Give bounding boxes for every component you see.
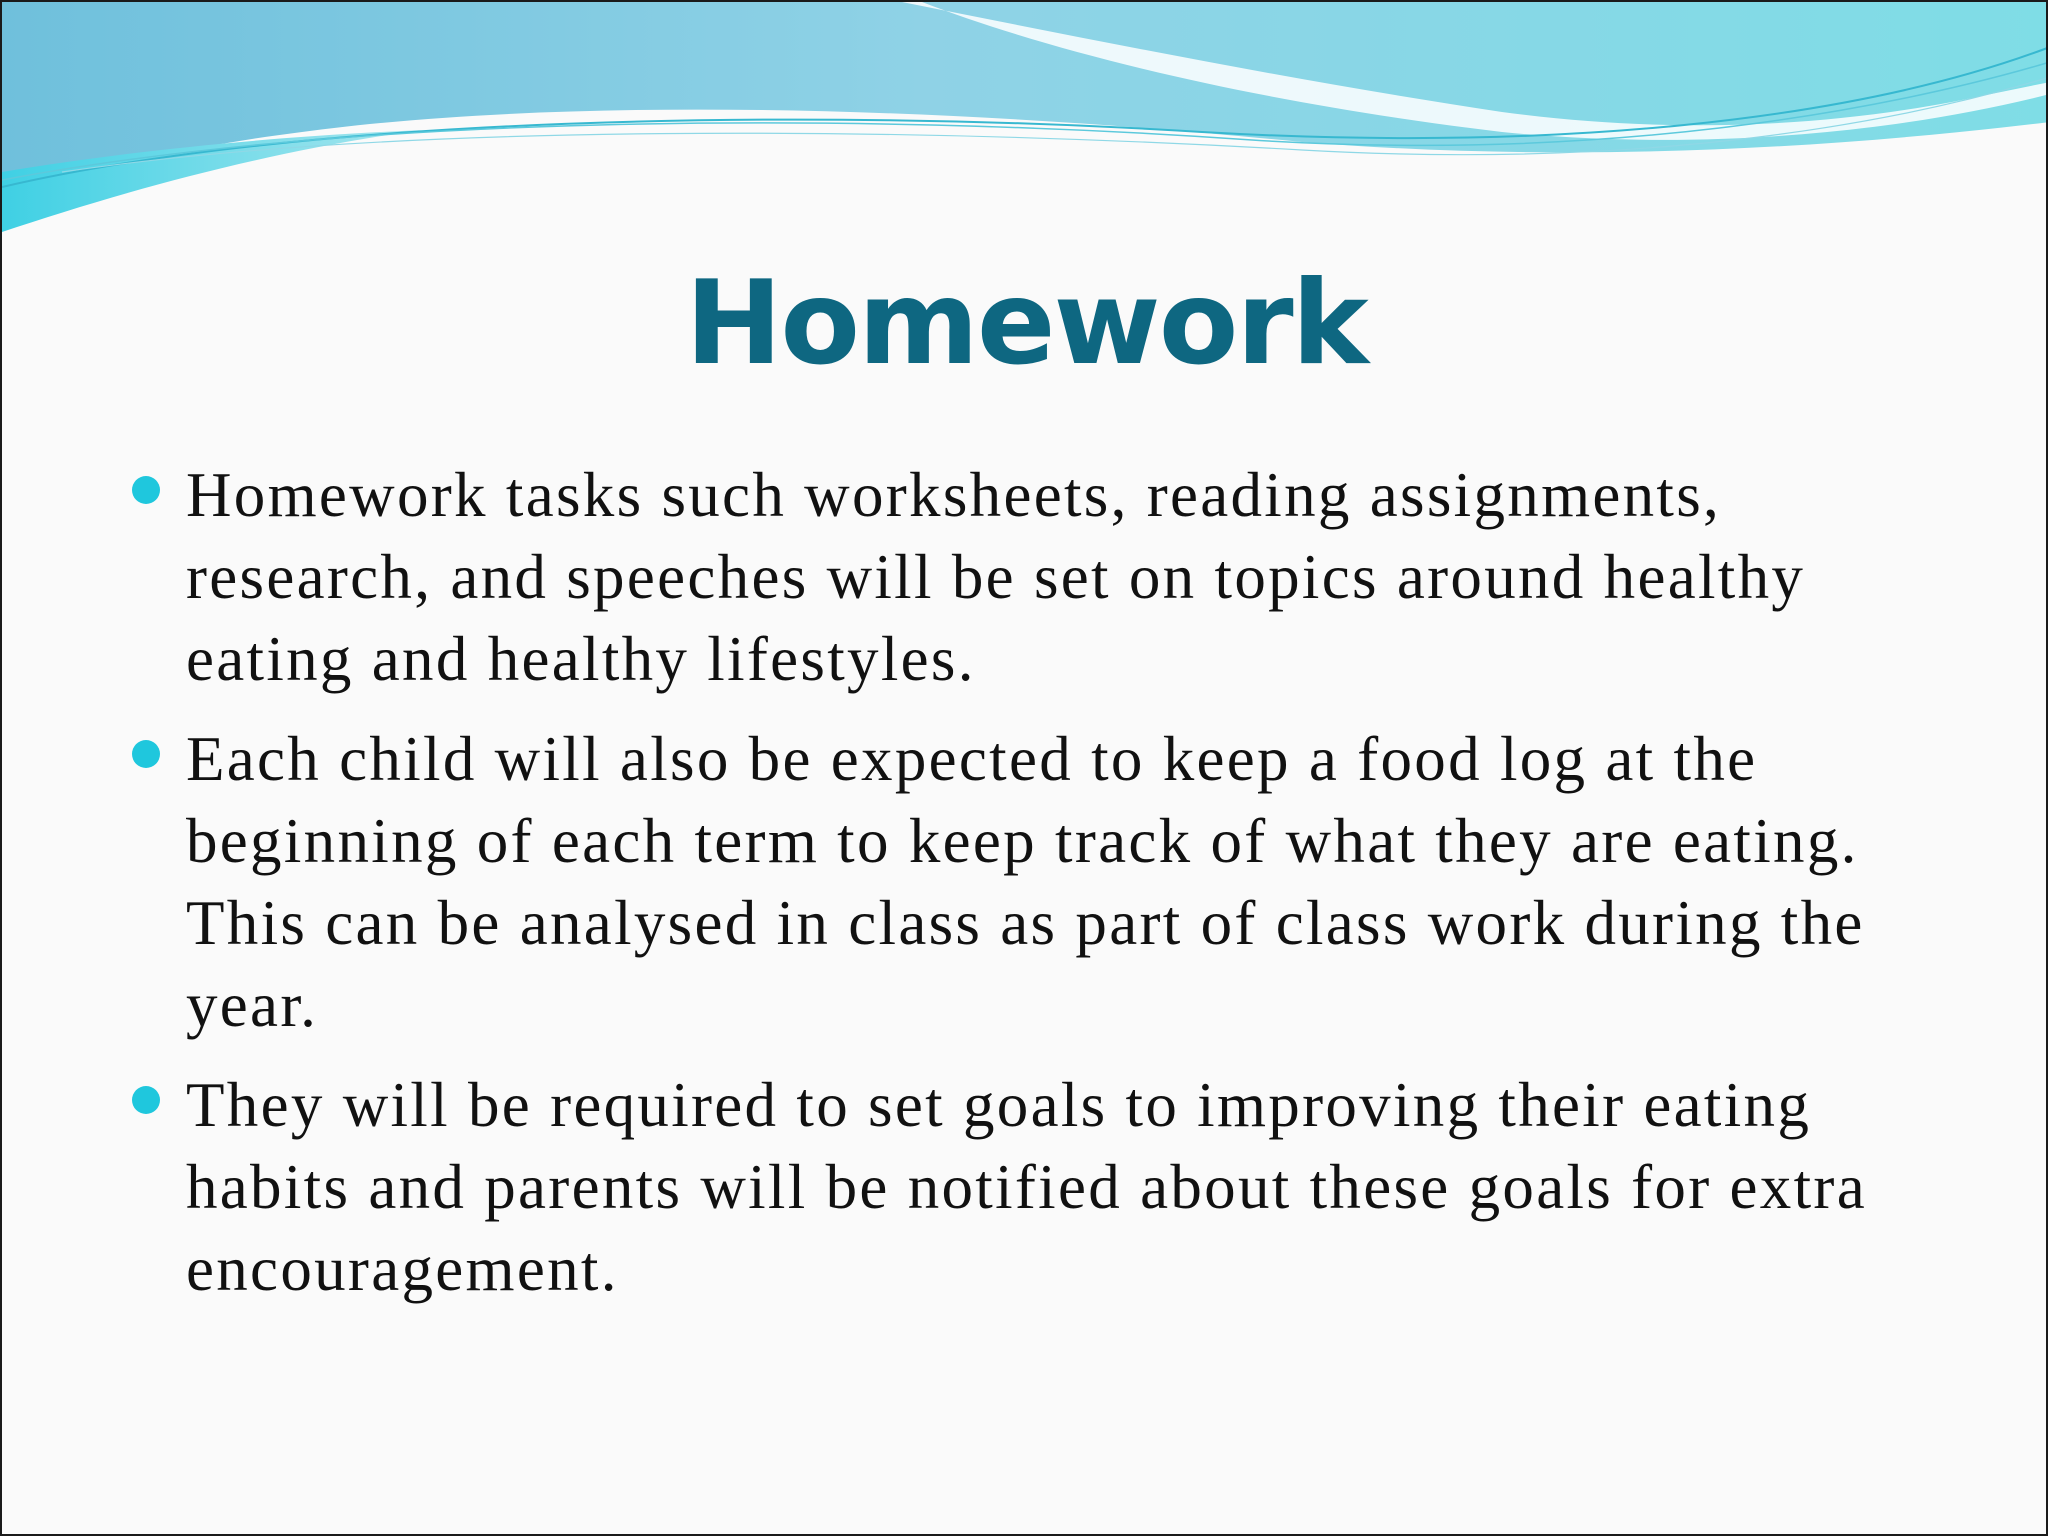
bullet-item xyxy=(130,454,1930,700)
slide-title: Homework xyxy=(685,256,1367,391)
bullet-item xyxy=(130,1064,1930,1310)
bullet-dot-icon xyxy=(132,740,160,768)
bullet-list xyxy=(130,454,1930,1328)
bullet-item xyxy=(130,718,1930,1046)
bullet-dot-icon xyxy=(132,1086,160,1114)
bullet-dot-icon xyxy=(132,476,160,504)
bullet-text: Homework tasks such worksheets, reading assignments, research, and speeches will be set on topics around healthy eating and healthy lifestyles. xyxy=(186,460,1806,694)
bullet-text: They will be required to set goals to improving their eating habits and parents will be notified about these goals for extra encouragement. xyxy=(186,1070,1867,1304)
bullet-text: Each child will also be expected to keep a food log at the beginning of each term to keep track of what they are eating. This can be analysed in class as part of class work during the year. xyxy=(186,724,1865,1040)
header-wave-decoration xyxy=(2,2,2048,242)
